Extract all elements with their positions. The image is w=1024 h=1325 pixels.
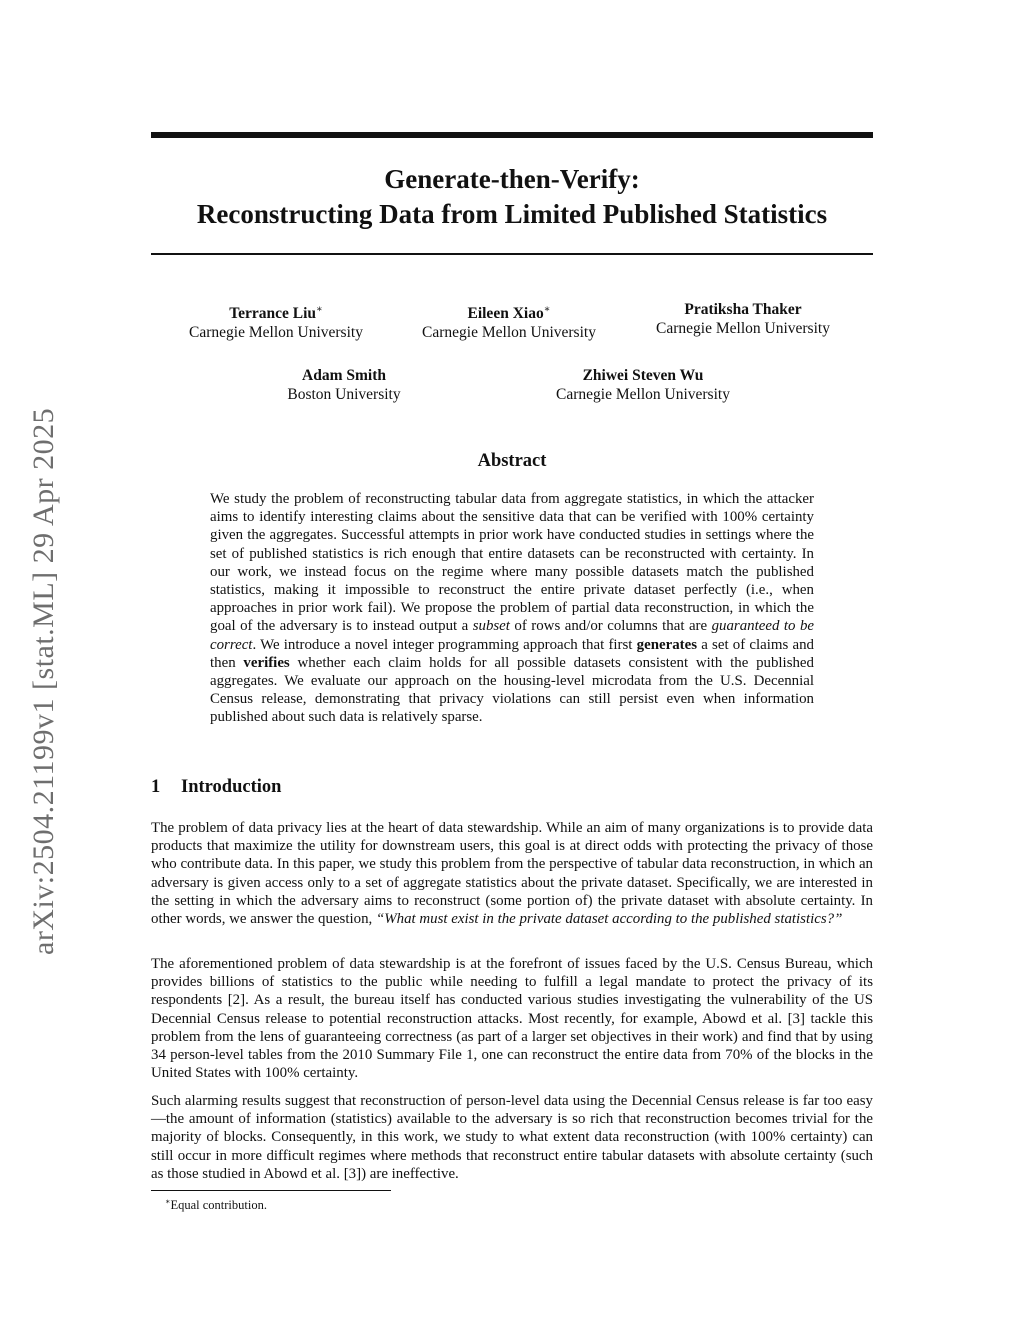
footnote-text: Equal contribution. bbox=[170, 1198, 267, 1213]
abstract-heading: Abstract bbox=[477, 451, 547, 471]
paper-title bbox=[151, 162, 873, 232]
author-block bbox=[549, 366, 737, 404]
author-name: Eileen Xiao bbox=[467, 305, 544, 323]
author-block bbox=[649, 300, 837, 338]
top-rule bbox=[151, 132, 873, 138]
author-name: Pratiksha Thaker bbox=[684, 301, 802, 318]
author-affiliation: Carnegie Mellon University bbox=[422, 324, 596, 342]
author-affiliation: Carnegie Mellon University bbox=[656, 320, 830, 337]
footnote-mark: ∗ bbox=[165, 1197, 171, 1206]
footnote-rule bbox=[151, 1190, 391, 1191]
intro-paragraph-3: Such alarming results suggest that reconstruction of person-level data using the Decennial Census release is far too easy—the amount of information (statistics) available to the adversary is so rich that reconstruction becomes trivial for the majority of blocks. Consequently, in this work, we study to what extent data reconstruction (with 100% certainty) can still occur in more difficult regimes where methods that reconstruct entire tabular datasets with absolute certainty (such as those studied in Abowd et al. [3]) are ineffective. bbox=[151, 1093, 873, 1182]
intro-paragraph-1: The problem of data privacy lies at the heart of data stewardship. While an aim of many organizations is to provide data products that maximize the utility for downstream users, this goal is at direct odds with protecting the privacy of those who contribute data. In this paper, we study this problem from the perspective of tabular data reconstruction, in which an adversary is given access only to a set of aggregate statistics about the private dataset. Specifically, we are interested in the setting in which the adversary aims to reconstruct (some portion of) the private dataset with absolute certainty. In other words, we answer the question, “What must exist in the private dataset according to the published statistics?” bbox=[151, 820, 873, 928]
author-block bbox=[416, 300, 602, 342]
equal-contribution-mark: ∗ bbox=[543, 304, 551, 315]
section-heading bbox=[151, 777, 873, 798]
author-affiliation: Carnegie Mellon University bbox=[189, 324, 363, 342]
author-name: Zhiwei Steven Wu bbox=[582, 367, 704, 384]
equal-contribution-mark: ∗ bbox=[316, 304, 323, 315]
author-block bbox=[183, 300, 369, 342]
author-name: Adam Smith bbox=[302, 367, 386, 384]
title-rule bbox=[151, 253, 873, 255]
intro-paragraph-2: The aforementioned problem of data stewardship is at the forefront of issues faced by the U.S. Census Bureau, which provides billions of statistics to the public while needing to fulfill a legal mandate to protect the privacy of its respondents [2]. As a result, the bureau itself has conducted various studies investigating the vulnerability of the US Decennial Census release to potential reconstruction attacks. Most recently, for example, Abowd et al. [3] tackle this problem from the lens of guaranteeing correctness (as part of a larger set objectives in their work) and find that by using 34 person-level tables from the 2010 Summary File 1, one can reconstruct the entire data from 70% of the blocks in the United States with 100% certainty. bbox=[151, 956, 873, 1082]
author-block bbox=[271, 366, 417, 404]
footnote bbox=[165, 1194, 267, 1213]
arxiv-identifier: arXiv:2504.21199v1 [stat.ML] 29 Apr 2025 bbox=[27, 407, 60, 955]
author-affiliation: Boston University bbox=[287, 386, 401, 403]
section-number: 1 bbox=[151, 777, 161, 797]
section-title: Introduction bbox=[181, 777, 282, 797]
author-name: Terrance Liu bbox=[229, 305, 317, 323]
abstract-text: We study the problem of reconstructing tabular data from aggregate statistics, in which the attacker aims to identify interesting claims about the sensitive data that can be verified with 100% certainty given the aggregates. Successful attempts in prior work have conducted studies in settings where the set of published statistics is rich enough that entire datasets can be reconstructed with certainty. In our work, we instead focus on the regime where many possible datasets match the published statistics, making it impossible to reconstruct the entire private dataset perfectly (i.e., when approaches in prior work fail). We propose the problem of partial data reconstruction, in which the goal of the adversary is to instead output a subset of rows and/or columns that are guaranteed to be correct. We introduce a novel integer programming approach that first generates a set of claims and then verifies whether each claim holds for all possible datasets consistent with the published aggregates. We evaluate our approach on the housing-level microdata from the U.S. Decennial Census release, demonstrating that privacy violations can still persist even when information published about such data is relatively sparse. bbox=[210, 491, 814, 726]
title-line-1: Generate-then-Verify: bbox=[384, 164, 640, 194]
title-line-2: Reconstructing Data from Limited Published Statistics bbox=[196, 199, 828, 229]
author-affiliation: Carnegie Mellon University bbox=[556, 386, 730, 403]
